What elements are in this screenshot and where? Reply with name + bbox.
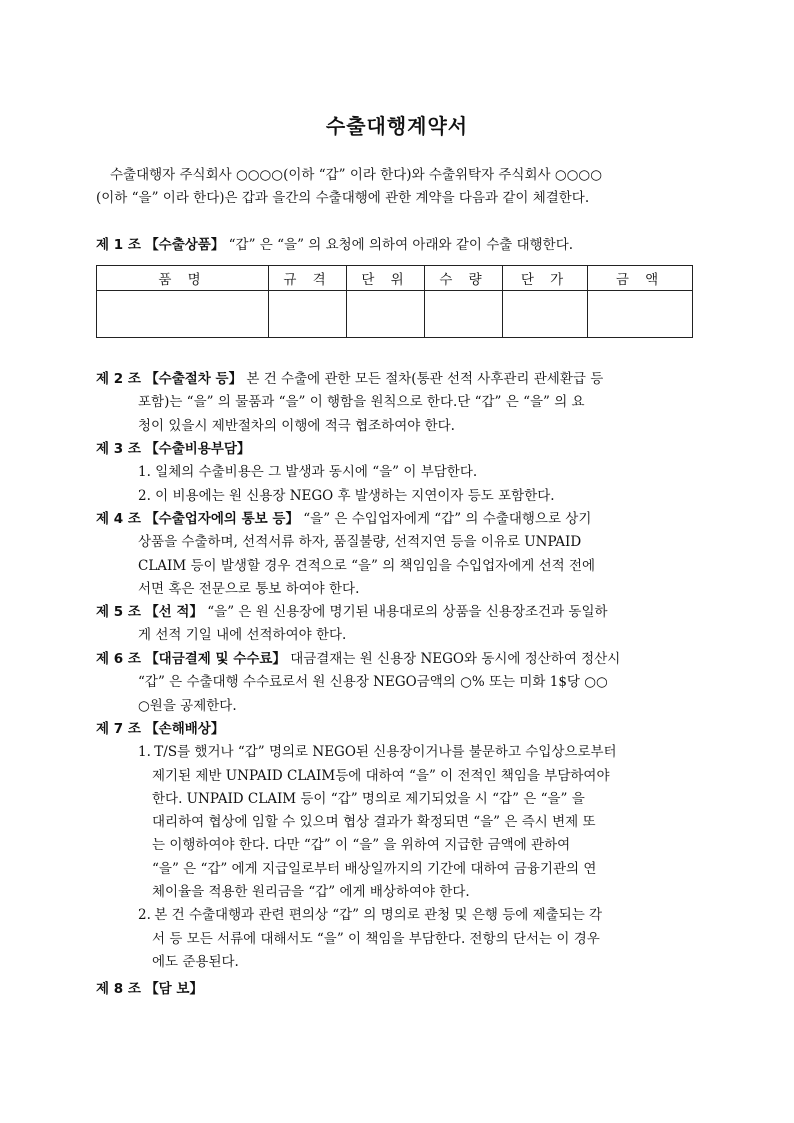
article-6 xyxy=(96,648,700,718)
article-8-heading: 【담 보】 xyxy=(145,981,203,997)
article-7-item-2-line-3: 에도 준용된다. xyxy=(152,953,239,970)
product-table-header-row xyxy=(97,266,693,291)
article-5 xyxy=(96,601,700,648)
cell-amount xyxy=(588,291,693,338)
article-5-line-2: 게 선적 기일 내에 선적하여야 한다. xyxy=(138,627,347,644)
header-item-name: 품 명 xyxy=(97,266,269,291)
article-3 xyxy=(96,438,700,508)
article-6-number: 제 6 조 xyxy=(96,651,141,667)
intro-line-2: (이하 “을” 이라 한다)은 갑과 을간의 수출대행에 관한 계약을 다음과 같이 체결한다. xyxy=(96,190,590,206)
document-title: 수출대행계약서 xyxy=(325,114,469,138)
article-1 xyxy=(96,234,700,257)
article-7-number: 제 7 조 xyxy=(96,721,141,737)
article-1-text: “갑” 은 “을” 의 요청에 의하여 아래와 같이 수출 대행한다. xyxy=(228,237,574,253)
cell-spec xyxy=(269,291,347,338)
article-4-line-2: 상품을 수출하며, 선적서류 하자, 품질불량, 선적지연 등을 이유로 UNPAID xyxy=(138,534,582,551)
cell-item-name xyxy=(97,291,269,338)
article-2-line-3: 청이 있을시 제반절차의 이행에 적극 협조하여야 한다. xyxy=(138,417,455,434)
article-7-item-1-line-1: T/S를 했거나 “갑” 명의로 NEGO된 신용장이거나를 불문하고 수입상으로부터 xyxy=(154,744,617,761)
product-table xyxy=(96,265,693,338)
article-6-line-3: ○원을 공제한다. xyxy=(138,697,237,714)
header-unit: 단 위 xyxy=(347,266,425,291)
article-7-item-2-line-1: 본 건 수출대행과 관련 편의상 “갑” 의 명의로 관청 및 은행 등에 제출되는 각 xyxy=(154,907,603,924)
article-2-line-1: 본 건 수출에 관한 모든 절차(통관 선적 사후관리 관세환급 등 xyxy=(246,371,604,387)
article-7-item-2-number: 2. xyxy=(138,907,151,924)
article-1-number: 제 1 조 xyxy=(96,237,141,253)
article-8-number: 제 8 조 xyxy=(96,981,141,997)
article-6-line-2: “갑” 은 수출대행 수수료로서 원 신용장 NEGO금액의 ○% 또는 미화 1$당 ○○ xyxy=(138,674,608,691)
header-spec: 규 격 xyxy=(269,266,347,291)
article-2 xyxy=(96,368,700,438)
article-7-heading: 【손해배상】 xyxy=(145,721,225,737)
article-2-heading: 【수출절차 등】 xyxy=(145,371,243,387)
cell-unit-price xyxy=(503,291,588,338)
article-8 xyxy=(96,978,700,1001)
article-5-number: 제 5 조 xyxy=(96,604,141,620)
article-4 xyxy=(96,508,700,601)
article-3-number: 제 3 조 xyxy=(96,441,141,457)
article-7-item-2 xyxy=(96,904,700,974)
article-6-line-1: 대금결재는 원 신용장 NEGO와 동시에 정산하여 정산시 xyxy=(290,651,621,667)
intro-line-1: 수출대행자 주식회사 ○○○○(이하 “갑” 이라 한다)와 수출위탁자 주식회사 ○○○○ xyxy=(110,167,602,183)
article-4-line-1: “을” 은 수입업자에게 “갑” 의 수출대행으로 상기 xyxy=(303,511,592,527)
article-4-number: 제 4 조 xyxy=(96,511,141,527)
article-7-item-2-line-2: 서 등 모든 서류에 대해서도 “을” 이 책임을 부담한다. 전항의 단서는 이 경우 xyxy=(152,930,600,947)
article-7-item-1 xyxy=(96,741,700,904)
article-4-line-4: 서면 혹은 전문으로 통보 하여야 한다. xyxy=(138,580,360,597)
header-unit-price: 단 가 xyxy=(503,266,588,291)
article-7-item-1-line-6: “을” 은 “갑” 에게 지급일로부터 배상일까지의 기간에 대하여 금융기관의 연 xyxy=(152,860,597,877)
cell-unit xyxy=(347,291,425,338)
intro-paragraph xyxy=(96,164,700,210)
article-7-item-1-line-7: 체이율을 적용한 원리금을 “갑” 에게 배상하여야 한다. xyxy=(152,884,470,901)
article-3-item-2: 2. 이 비용에는 원 신용장 NEGO 후 발생하는 지연이자 등도 포함한다. xyxy=(138,487,555,504)
header-amount: 금 액 xyxy=(588,266,693,291)
header-quantity: 수 량 xyxy=(425,266,503,291)
article-7 xyxy=(96,718,700,974)
article-7-item-1-line-5: 는 이행하여야 한다. 다만 “갑” 이 “을” 을 위하여 지급한 금액에 관하여 xyxy=(152,837,571,854)
article-4-line-3: CLAIM 등이 발생할 경우 견적으로 “을” 의 책임임을 수입업자에게 선적 전에 xyxy=(138,557,596,574)
article-7-item-1-number: 1. xyxy=(138,744,151,761)
article-7-item-1-line-2: 제기된 제반 UNPAID CLAIM등에 대하여 “을” 이 전적인 책임을 부담하여야 xyxy=(152,767,610,784)
article-2-line-2: 포함)는 “을” 의 물품과 “을” 이 행함을 원칙으로 한다.단 “갑” 은 “을” 의 요 xyxy=(138,394,585,411)
article-6-heading: 【대금결제 및 수수료】 xyxy=(145,651,286,667)
article-1-heading: 【수출상품】 xyxy=(145,237,225,253)
article-4-heading: 【수출업자에의 통보 등】 xyxy=(145,511,299,527)
article-3-item-1: 1. 일체의 수출비용은 그 발생과 동시에 “을” 이 부담한다. xyxy=(138,464,478,481)
article-2-number: 제 2 조 xyxy=(96,371,141,387)
article-5-line-1: “을” 은 원 신용장에 명기된 내용대로의 상품을 신용장조건과 동일하 xyxy=(207,604,608,620)
article-5-heading: 【선 적】 xyxy=(145,604,203,620)
product-table-row xyxy=(97,291,693,338)
article-3-heading: 【수출비용부담】 xyxy=(145,441,251,457)
article-7-item-1-line-3: 한다. UNPAID CLAIM 등이 “갑” 명의로 제기되었을 시 “갑” 은 “을” 을 xyxy=(152,790,585,807)
cell-quantity xyxy=(425,291,503,338)
article-7-item-1-line-4: 대리하여 협상에 임할 수 있으며 협상 결과가 확정되면 “을” 은 즉시 변제 또 xyxy=(152,814,596,831)
